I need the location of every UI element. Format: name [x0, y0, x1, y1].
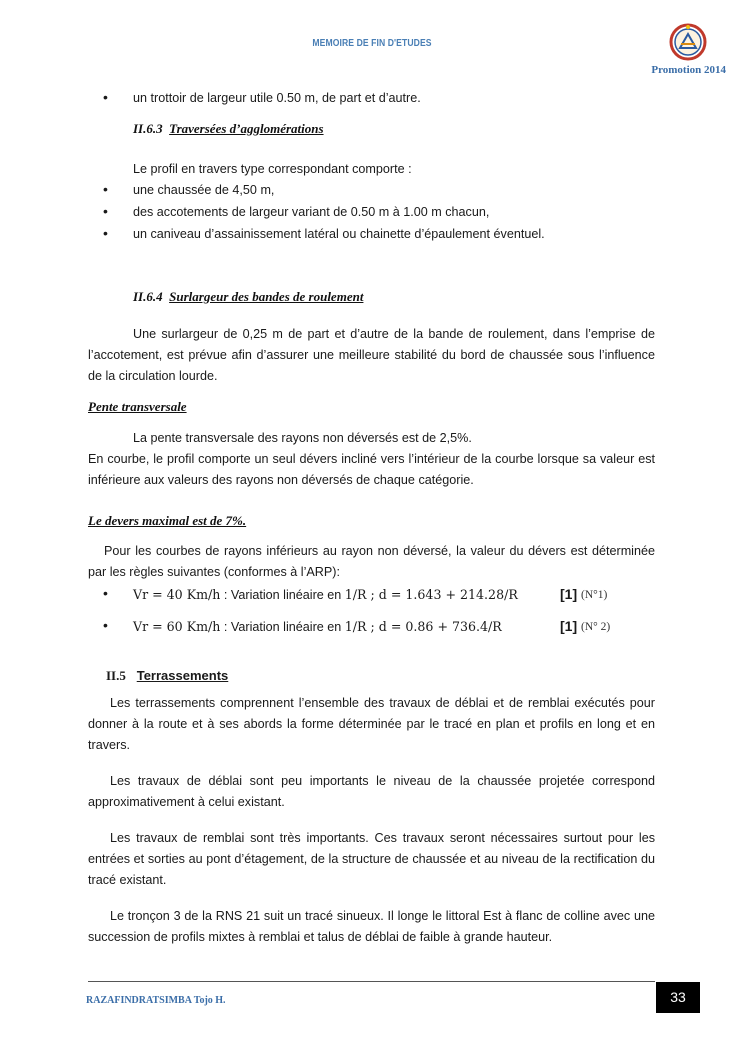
section-heading-ii-6-4: [133, 289, 363, 305]
terrassement-paragraph-3: Les travaux de remblai sont très importants. Ces travaux seront nécessaires surtout pour les entrées et sorties au pont d’étagement, de la structure de chaussée et au niveau de la rectification du tracé existant.: [88, 831, 655, 887]
profil-intro: Le profil en travers type correspondant comporte :: [133, 162, 412, 176]
bullet-dot: •: [103, 617, 108, 633]
section-number: II.6.3: [133, 121, 163, 136]
footer-author: RAZAFINDRATSIMBA Tojo H.: [86, 995, 226, 1006]
list-item: des accotements de largeur variant de 0.50 m à 1.00 m chacun,: [133, 205, 490, 219]
equation-number: (N°1): [581, 589, 608, 601]
formula-label: : Variation linéaire en: [220, 620, 345, 634]
promotion-label: Promotion 2014: [651, 64, 726, 76]
section-title: Terrassements: [136, 668, 229, 683]
section-title: Traversées d’agglomérations: [169, 121, 324, 136]
formula-reference: [1]: [560, 586, 578, 602]
terrassement-paragraph-4: Le tronçon 3 de la RNS 21 suit un tracé sinueux. Il longe le littoral Est à flanc de colline avec une succession de profils mixtes à remblai et talus de déblai de faible à grande hauteur.: [88, 909, 655, 944]
formula-row: [133, 616, 663, 638]
page-header-title: MEMOIRE DE FIN D'ETUDES: [312, 37, 432, 49]
devers-paragraph: Pour les courbes de rayons inférieurs au rayon non déversé, la valeur du dévers est déterminée par les règles suivantes (conformes à l’ARP):: [88, 544, 655, 579]
list-item: une chaussée de 4,50 m,: [133, 183, 275, 197]
pente-paragraph: En courbe, le profil comporte un seul dévers incliné vers l’intérieur de la courbe lorsque sa valeur est inférieure aux valeurs des rayons non déversés de chaque catégorie.: [88, 452, 655, 487]
footer-divider: [88, 981, 655, 982]
school-emblem-icon: [668, 22, 708, 62]
formula-expression: 1/R ; d = 0.86 + 736.4/R: [344, 619, 502, 634]
terrassement-paragraph-2: Les travaux de déblai sont peu importants le niveau de la chaussée projetée correspond approximativement à celui existant.: [88, 774, 655, 809]
page-number: 33: [656, 982, 700, 1013]
terrassement-paragraph-1: Les terrassements comprennent l’ensemble des travaux de déblai et de remblai exécutés pour donner à la route et à ses abords la forme déterminée par le tracé en plan et profils en long et en travers.: [88, 696, 655, 752]
section-heading-ii-6-3: [133, 121, 324, 137]
section-number: II.5: [106, 668, 126, 683]
bullet-dot: •: [103, 181, 108, 197]
list-item-trottoir: un trottoir de largeur utile 0.50 m, de part et d’autre.: [133, 91, 421, 105]
formula-speed: Vr = 40 Km/h: [133, 587, 221, 602]
formula-row: [133, 584, 663, 606]
section-title: Surlargeur des bandes de roulement: [169, 289, 364, 304]
devers-heading: Le devers maximal est de 7%.: [88, 513, 247, 528]
formula-reference: [1]: [560, 618, 578, 634]
section-number: II.6.4: [133, 289, 163, 304]
bullet-dot: •: [103, 225, 108, 241]
bullet-dot: •: [103, 585, 108, 601]
formula-label: : Variation linéaire en: [220, 588, 345, 602]
pente-line-1: La pente transversale des rayons non déversés est de 2,5%.: [133, 431, 472, 445]
bullet-dot: •: [103, 89, 108, 105]
pente-heading: Pente transversale: [88, 399, 187, 414]
equation-number: (N° 2): [581, 621, 611, 633]
section-heading-ii-5: [106, 668, 228, 684]
bullet-dot: •: [103, 203, 108, 219]
formula-expression: 1/R ; d = 1.643 + 214.28/R: [344, 587, 518, 602]
formula-speed: Vr = 60 Km/h: [133, 619, 221, 634]
list-item: un caniveau d’assainissement latéral ou chainette d’épaulement éventuel.: [133, 227, 545, 241]
surlargeur-paragraph: Une surlargeur de 0,25 m de part et d’autre de la bande de roulement, dans l’emprise de l’accotement, est prévue afin d’assurer une meilleure stabilité du bord de chaussée sous l’influence de la circulation lourde.: [88, 327, 655, 383]
